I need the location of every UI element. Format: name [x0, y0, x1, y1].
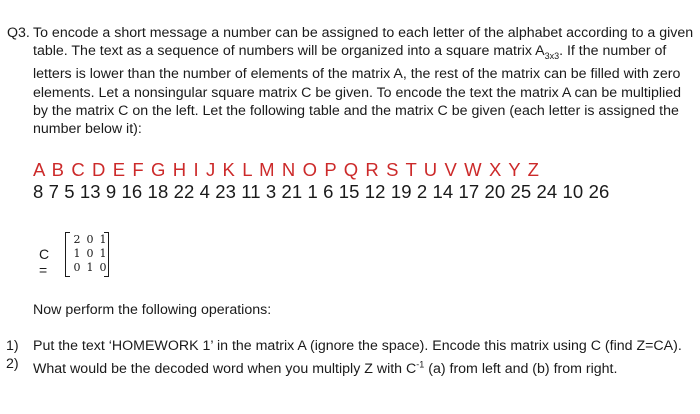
matrix-cell: 0: [86, 233, 94, 246]
matrix-label: C =: [39, 246, 50, 278]
matrix-cell: 1: [99, 233, 107, 246]
matrix-cell: 1: [73, 247, 81, 260]
task-text: Put the text ‘HOMEWORK 1’ in the matrix A (ignore the space). Encode this matrix using C (find Z=CA).: [33, 338, 682, 354]
instruction-text: Now perform the following operations:: [33, 302, 272, 318]
task-item-2: [6, 355, 696, 378]
matrix-cell: 1: [99, 247, 107, 260]
left-bracket: [65, 232, 70, 277]
matrix-cell: 0: [86, 247, 94, 260]
matrix-cell: 2: [73, 233, 81, 246]
matrix-cell: 0: [99, 261, 107, 274]
task-number: 1): [6, 338, 19, 354]
task-item-1: [6, 337, 696, 355]
task-text: What would be the decoded word when you multiply Z with $C^{-1}$ (a) from left and (b) from right.: [33, 359, 618, 377]
matrix-body: [65, 231, 109, 277]
task-list: [6, 337, 696, 378]
question-block: [7, 24, 695, 139]
matrix-cell: 1: [86, 261, 94, 274]
alphabet-numbers: 8 7 5 13 9 16 18 22 4 23 11 3 21 1 6 15 12 19 2 14 17 20 25 24 10 26: [33, 181, 610, 202]
alphabet-letters: A B C D E F G H I J K L M N O P Q R S T U V W X Y Z: [33, 159, 540, 180]
task-number: 2): [6, 356, 19, 372]
matrix-cell: 0: [73, 261, 81, 274]
question-text: To encode a short message a number can be assigned to each letter of the alphabet according to a given table. The text as a sequence of numbers will be organized into a square matrix $A_{3x3}$. If the number of letters is lower than the number of elements of the matrix A, the rest of the matrix can be filled with zero elements. Let a nonsingular square matrix C be given. To encode the text the matrix A can be multiplied by the matrix C on the left. Let the following table and the matrix C be given (each letter is assigned the number below it):: [33, 25, 694, 138]
question-number: Q3.: [7, 25, 30, 41]
